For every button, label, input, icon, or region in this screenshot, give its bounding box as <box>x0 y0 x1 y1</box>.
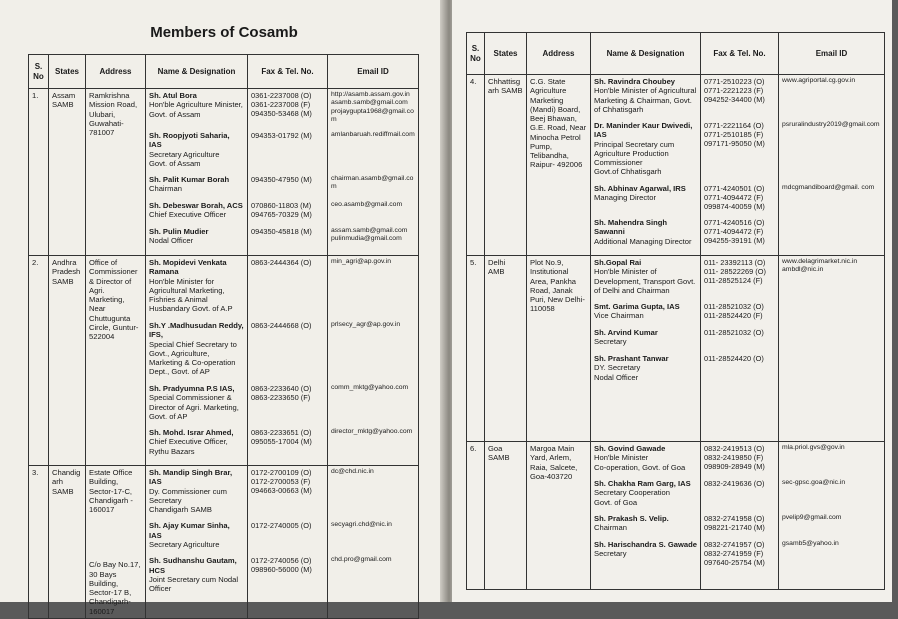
person-designation: Principal Secretary cum Agriculture Production Commissioner Govt.of Chhatisgarh <box>594 139 675 177</box>
phone-numbers: 0771-4240516 (O) 0771-4094472 (F) 094255-39191 (M) <box>704 218 765 246</box>
person-name: Sh. Mohd. Israr Ahmed, <box>149 428 234 438</box>
state-name-text: Goa SAMB <box>488 444 510 463</box>
person-designation: Chief Executive Officer <box>149 210 227 220</box>
right-page <box>452 0 892 602</box>
person-entry <box>149 131 244 168</box>
phone-numbers: 0832-2741957 (O) 0832-2741959 (F) 097640-25754 (M) <box>704 540 765 568</box>
table-row <box>29 256 419 466</box>
column-header: Address <box>86 55 146 89</box>
phone-numbers: 011- 23392113 (O) 011- 28522269 (O) 011-28525124 (F) <box>704 258 766 286</box>
column-header: Fax & Tel. No. <box>701 33 779 75</box>
person-name: Sh. Arvind Kumar <box>594 328 658 338</box>
address <box>527 442 591 590</box>
email-address: mdcgmandiboard@gmail. com <box>782 184 875 191</box>
person-designation: Chairman <box>149 184 182 194</box>
table-header-row <box>467 33 885 75</box>
email-address: gsamb5@yahoo.in <box>782 540 839 548</box>
person-designation: Hon'ble Minister of Development, Transport Govt. of Delhi and Chairman <box>594 267 696 295</box>
page-title: Members of Cosamb <box>150 24 298 41</box>
email-address <box>782 302 881 321</box>
person-designation: Chief Executive Officer, Rythu Bazars <box>149 437 228 456</box>
email-address <box>782 218 881 246</box>
email-address: pvelip9@gmail.com <box>782 514 842 522</box>
person-designation: Hon'ble Minister Co-operation, Govt. of Goa <box>594 453 686 472</box>
email-address: amlanbaruah.rediffmail.com <box>331 131 415 139</box>
phone-numbers: 0771-2221164 (O) 0771-2510185 (F) 097171-95050 (M) <box>704 121 765 149</box>
person-designation: Hon'ble Minister of Agricultural Marketing & Chairman, Govt. of Chhatisgarh <box>594 86 697 114</box>
person-name: Sh. Ravindra Choubey <box>594 77 676 86</box>
state-name <box>485 442 527 590</box>
name-designation <box>146 89 248 256</box>
column-header: Name & Designation <box>591 33 701 75</box>
fax-tel <box>248 466 328 619</box>
address-text: Plot No.9, Institutional Area, Pankha Road, Janak Puri, New Delhi-110058 <box>530 258 585 314</box>
person-name: Sh. Chakha Ram Garg, IAS <box>594 479 691 489</box>
person-name: Sh. Debeswar Borah, ACS <box>149 201 243 210</box>
state-name <box>49 466 86 619</box>
person-name: Sh. Prakash S. Velip. <box>594 514 669 524</box>
state-name-text: Andhra Pradesh SAMB <box>52 258 81 286</box>
column-header: Address <box>527 33 591 75</box>
email-address: assam.samb@gmail.com pulinmudia@gmail.com <box>331 227 408 243</box>
phone-numbers: 011-28524420 (O) <box>704 354 764 364</box>
table-row <box>467 442 885 590</box>
person-entry <box>594 354 697 382</box>
person-entry <box>149 258 244 314</box>
person-name: Sh. Mahendra Singh Sawanni <box>594 218 667 237</box>
email-address: ceo.asamb@gmail.com <box>331 201 403 209</box>
email-id <box>328 89 419 256</box>
email-address: http://asamb.assam.gov.in asamb.samb@gmail.com projaygupta1968@gmail.com <box>331 91 414 123</box>
phone-numbers: 011-28521032 (O) <box>704 328 764 338</box>
serial-number-text: 5. <box>470 258 477 268</box>
person-name: Sh.Y .Madhusudan Reddy, IFS, <box>149 321 244 340</box>
phone-numbers: 0863-2233640 (O) 0863-2233650 (F) <box>251 384 312 403</box>
address <box>527 75 591 256</box>
person-entry <box>594 479 697 507</box>
serial-number-text: 4. <box>470 77 477 86</box>
serial-number <box>467 442 485 590</box>
person-entry <box>149 384 244 421</box>
state-name-text: Delhi AMB <box>488 258 506 277</box>
fax-tel <box>248 256 328 466</box>
address-secondary: C/o Bay No.17, 30 Bays Building, Sector-17 B, Chandigarh- 160017 <box>89 560 141 616</box>
phone-numbers: 0172-2740056 (O) 098960-56000 (M) <box>251 556 312 575</box>
state-name <box>49 89 86 256</box>
email-address: prlsecy_agr@ap.gov.in <box>331 321 401 329</box>
email-id <box>779 75 885 256</box>
state-name <box>49 256 86 466</box>
fax-tel <box>701 75 779 256</box>
email-address: sec-gpsc.goa@nic.in <box>782 479 846 487</box>
person-entry <box>149 175 244 194</box>
name-designation <box>146 256 248 466</box>
email-address: min_agri@ap.gov.in <box>331 258 392 266</box>
address <box>86 89 146 256</box>
person-entry <box>594 514 697 533</box>
person-name: Dr. Maninder Kaur Dwivedi, IAS <box>594 121 693 140</box>
person-name: Sh. Roopjyoti Saharia, IAS <box>149 131 230 150</box>
phone-numbers: 0832-2419636 (O) <box>704 479 765 489</box>
person-name: Sh. Govind Gawade <box>594 444 666 454</box>
person-entry <box>594 540 697 567</box>
phone-numbers: 0832-2741958 (O) 098221-21740 (M) <box>704 514 765 533</box>
serial-number <box>29 466 49 619</box>
person-entry <box>594 77 697 114</box>
address <box>86 256 146 466</box>
person-designation: Secretary Cooperation Govt. of Goa <box>594 488 670 507</box>
email-id <box>779 442 885 590</box>
person-entry <box>149 428 244 456</box>
person-designation: Additional Managing Director <box>594 236 692 246</box>
person-name: Sh. Ajay Kumar Sinha, IAS <box>149 521 230 540</box>
table-row <box>29 466 419 619</box>
person-name: Sh. Mopidevi Venkata Ramana <box>149 258 227 277</box>
person-name: Sh. Abhinav Agarwal, IRS <box>594 184 686 193</box>
person-entry <box>594 302 697 321</box>
address-text: Margoa Main Yard, Arlem, Raia, Salcete, Goa-403720 <box>530 444 578 481</box>
person-name: Sh. Atul Bora <box>149 91 197 100</box>
name-designation <box>591 256 701 442</box>
phone-numbers: 0771-2510223 (O) 0771-2221223 (F) 094252-34400 (M) <box>704 77 765 105</box>
person-name: Sh. Pradyumna P.S IAS, <box>149 384 235 394</box>
person-designation: Hon'ble Agriculture Minister, Govt. of Assam <box>149 100 243 119</box>
person-entry <box>594 444 697 472</box>
left-page <box>0 0 448 616</box>
email-id <box>779 256 885 442</box>
person-entry <box>149 201 244 220</box>
phone-numbers: 011-28521032 (O) 011-28524420 (F) <box>704 302 764 321</box>
person-name: Sh. Palit Kumar Borah <box>149 175 230 184</box>
serial-number-text: 2. <box>32 258 39 268</box>
table-row <box>29 89 419 256</box>
fax-tel <box>248 89 328 256</box>
email-address: psruralindustry2019@gmail.com <box>782 121 880 128</box>
person-entry <box>149 521 244 549</box>
fax-tel <box>701 256 779 442</box>
person-entry <box>149 468 244 514</box>
person-name: Sh. Sudhanshu Gautam, HCS <box>149 556 237 575</box>
members-table-right <box>466 32 885 590</box>
address-text: C.G. State Agriculture Marketing (Mandi) Board, Beej Bhawan, G.E. Road, Near Minocha Petrol Pump, Telibandha, Raipur- 492006 <box>530 77 587 170</box>
table-row <box>467 75 885 256</box>
person-designation: Managing Director <box>594 193 657 203</box>
person-designation: Joint Secretary cum Nodal Officer <box>149 574 239 594</box>
address-text: Estate Office Building, Sector-17-C, Chandigarh - 160017 <box>89 468 133 515</box>
person-name: Sh.Gopal Rai <box>594 258 642 268</box>
address <box>86 466 146 619</box>
column-header: S. No <box>467 33 485 75</box>
column-header: Email ID <box>779 33 885 75</box>
email-address <box>782 328 881 347</box>
phone-numbers: 0863-2233651 (O) 095055-17004 (M) <box>251 428 312 447</box>
fax-tel <box>701 442 779 590</box>
address <box>527 256 591 442</box>
serial-number-text: 3. <box>32 468 39 478</box>
serial-number-text: 6. <box>470 444 477 454</box>
person-designation: Chairman <box>594 523 627 533</box>
person-name: Sh. Prashant Tanwar <box>594 354 669 364</box>
person-designation: Special Chief Secretary to Govt., Agriculture, Marketing & Co-operation Dept., Govt. of AP <box>149 339 237 377</box>
phone-numbers: 0172-2740005 (O) <box>251 521 312 531</box>
person-name: Sh. Harischandra S. Gawade <box>594 540 697 550</box>
email-address: secyagri.chd@nic.in <box>331 521 392 529</box>
email-address: mla.priol.gvs@gov.in <box>782 444 845 452</box>
person-entry <box>149 321 244 377</box>
person-entry <box>594 218 697 246</box>
person-designation: Hon'ble Minister for Agricultural Marketing, Fishries & Animal Husbandary Govt. of A.P <box>149 276 233 314</box>
person-designation: Secretary <box>594 337 627 347</box>
person-designation: Secretary Agriculture Govt. of Assam <box>149 149 220 168</box>
email-address: dc@chd.nic.in <box>331 468 374 476</box>
state-name <box>485 75 527 256</box>
address-text: Ramkrishna Mission Road, Ulubari, Guwahati- 781007 <box>89 91 138 137</box>
person-entry <box>594 121 697 177</box>
address-text: Office of Commissioner & Director of Agri. Marketing, Near Chuttugunta Circle, Guntur- 522004 <box>89 258 139 342</box>
phone-numbers: 0361-2237008 (O) 0361-2237008 (F) 094350-53468 (M) <box>251 91 312 119</box>
column-header: Email ID <box>328 55 419 89</box>
person-entry <box>594 184 697 211</box>
email-address: www.delagrimarket.nic.in ambdl@nic.in <box>782 258 858 274</box>
email-address: chairman.asamb@gmail.com <box>331 175 414 191</box>
phone-numbers: 094350-47950 (M) <box>251 175 312 184</box>
email-address: www.agriportal.cg.gov.in <box>782 77 856 84</box>
table-header-row <box>29 55 419 89</box>
email-id <box>328 256 419 466</box>
person-entry <box>149 556 244 593</box>
person-designation: Special Commissioner & Director of Agri. Marketing, Govt. of AP <box>149 393 239 421</box>
person-name: Sh. Mandip Singh Brar, IAS <box>149 468 233 487</box>
serial-number <box>29 256 49 466</box>
column-header: Name & Designation <box>146 55 248 89</box>
name-designation <box>591 442 701 590</box>
serial-number <box>29 89 49 256</box>
email-address: comm_mktg@yahoo.com <box>331 384 409 392</box>
person-entry <box>149 91 244 124</box>
email-address: chd.pro@gmail.com <box>331 556 392 564</box>
person-designation: Secretary Agriculture <box>149 539 220 549</box>
state-name-text: Chhattisgarh SAMB <box>488 77 523 96</box>
person-entry <box>594 328 697 347</box>
state-name-text: Chandigarh SAMB <box>52 468 81 496</box>
column-header: S. No <box>29 55 49 89</box>
serial-number-text: 1. <box>32 91 39 100</box>
column-header: Fax & Tel. No. <box>248 55 328 89</box>
name-designation <box>591 75 701 256</box>
person-entry <box>149 227 244 246</box>
column-header: States <box>485 33 527 75</box>
phone-numbers: 0832-2419513 (O) 0832-2419850 (F) 098909-28949 (M) <box>704 444 765 472</box>
phone-numbers: 094350-45818 (M) <box>251 227 312 236</box>
person-designation: DY. Secretary Nodal Officer <box>594 363 641 382</box>
email-id <box>328 466 419 619</box>
table-row <box>467 256 885 442</box>
person-designation: Dy. Commissioner cum Secretary Chandigarh SAMB <box>149 486 227 515</box>
person-entry <box>594 258 697 295</box>
state-name <box>485 256 527 442</box>
phone-numbers: 0172-2700109 (O) 0172-2700053 (F) 094663-00663 (M) <box>251 468 312 496</box>
person-designation: Secretary <box>594 549 627 559</box>
phone-numbers: 094353-01792 (M) <box>251 131 312 140</box>
phone-numbers: 0771-4240501 (O) 0771-4094472 (F) 099874-40059 (M) <box>704 184 765 212</box>
phone-numbers: 070860-11803 (M) 094765-70329 (M) <box>251 201 312 220</box>
person-designation: Vice Chairman <box>594 311 644 321</box>
person-name: Sh. Pulin Mudier <box>149 227 209 236</box>
serial-number <box>467 75 485 256</box>
person-designation: Nodal Officer <box>149 236 194 246</box>
members-table-left <box>28 54 419 619</box>
name-designation <box>146 466 248 619</box>
person-name: Smt. Garima Gupta, IAS <box>594 302 680 312</box>
state-name-text: Assam SAMB <box>52 91 76 110</box>
email-address <box>782 354 881 382</box>
phone-numbers: 0863-2444668 (O) <box>251 321 312 331</box>
column-header: States <box>49 55 86 89</box>
serial-number <box>467 256 485 442</box>
phone-numbers: 0863-2444364 (O) <box>251 258 312 268</box>
email-address: director_mktg@yahoo.com <box>331 428 413 436</box>
